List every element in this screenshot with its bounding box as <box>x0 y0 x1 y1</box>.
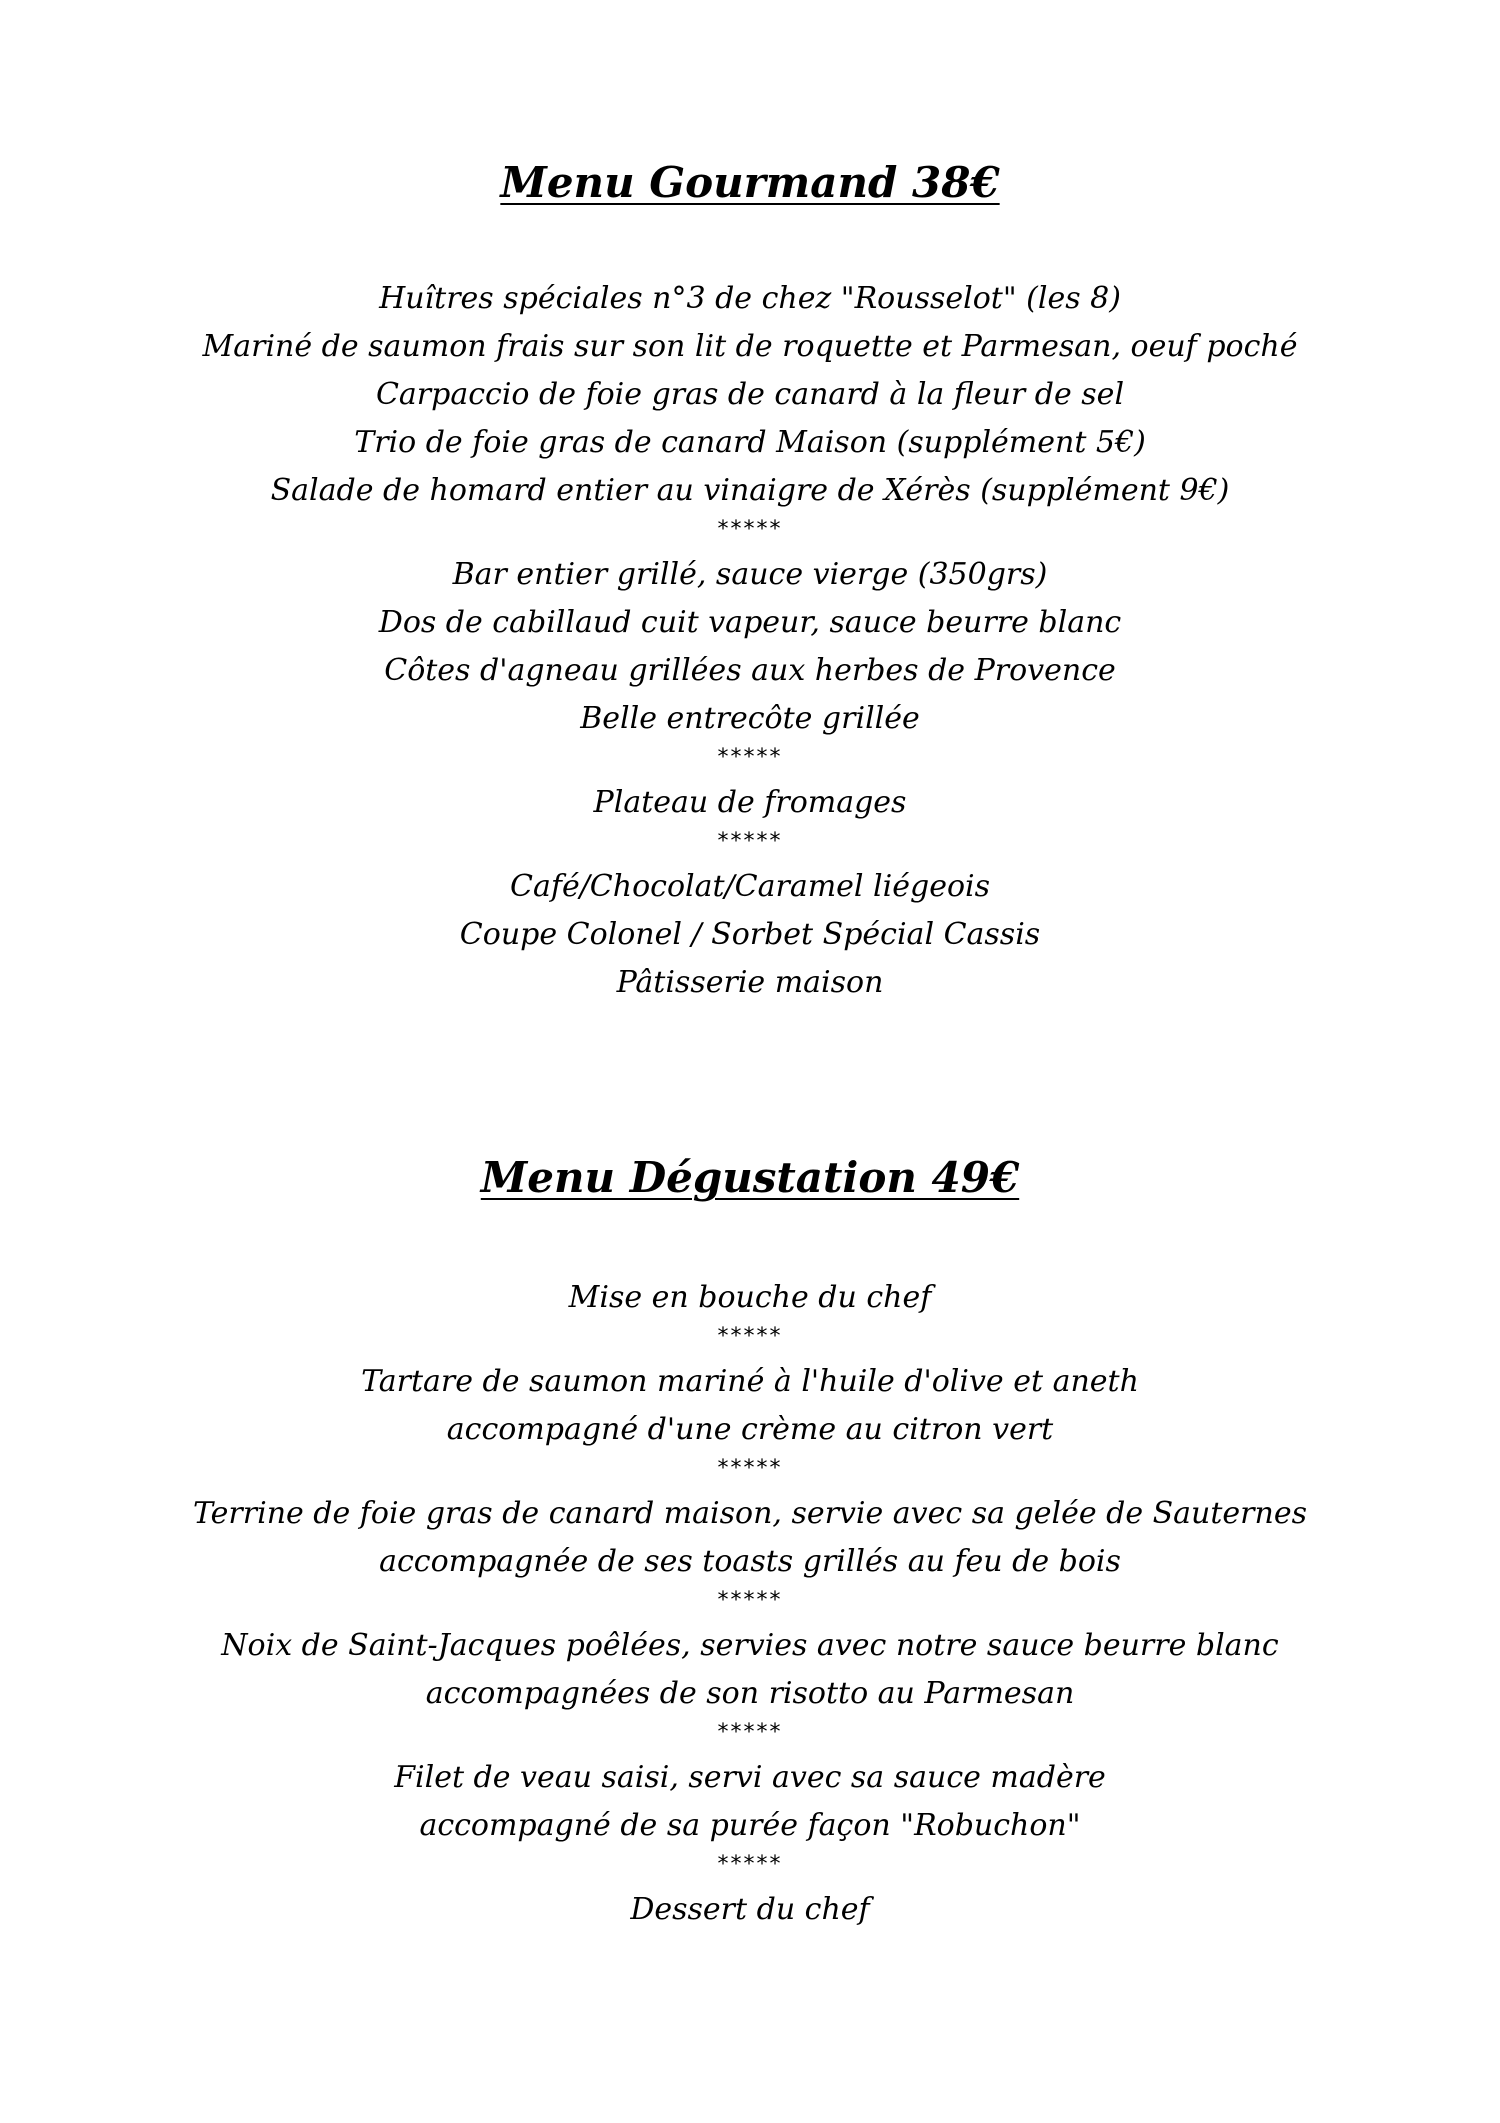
plat-item: Bar entier grillé, sauce vierge (350grs) <box>452 557 1048 592</box>
fromage-item: Plateau de fromages <box>593 785 907 820</box>
entree-item: Mariné de saumon frais sur son lit de roquette et Parmesan, oeuf poché <box>202 329 1298 364</box>
course-separator: ***** <box>717 1720 783 1745</box>
plat-item: Dos de cabillaud cuit vapeur, sauce beurre blanc <box>378 605 1122 640</box>
course-line: accompagné d'une crème au citron vert <box>446 1412 1054 1447</box>
menu-gourmand-items <box>0 275 1500 1007</box>
course-separator: ***** <box>717 829 783 854</box>
course-line: Filet de veau saisi, servi avec sa sauce madère <box>394 1760 1106 1795</box>
course-line: accompagnée de ses toasts grillés au feu de bois <box>379 1544 1121 1579</box>
entree-item: Salade de homard entier au vinaigre de Xérès (supplément 9€) <box>270 473 1230 508</box>
course-line: Tartare de saumon mariné à l'huile d'olive et aneth <box>361 1364 1139 1399</box>
course-line: Mise en bouche du chef <box>568 1280 932 1315</box>
course-separator: ***** <box>717 1324 783 1349</box>
course-separator: ***** <box>717 517 783 542</box>
course-line: Noix de Saint-Jacques poêlées, servies avec notre sauce beurre blanc <box>221 1628 1279 1663</box>
course-line: accompagné de sa purée façon "Robuchon" <box>419 1808 1081 1843</box>
menu-degustation <box>0 1150 1500 1934</box>
menu-gourmand-title: Menu Gourmand 38€ <box>500 158 1000 207</box>
menu-degustation-title: Menu Dégustation 49€ <box>480 1153 1020 1202</box>
entree-item: Huîtres spéciales n°3 de chez "Rousselot" (les 8) <box>379 281 1121 316</box>
plat-item: Côtes d'agneau grillées aux herbes de Provence <box>384 653 1116 688</box>
menu-degustation-items <box>0 1274 1500 1934</box>
dessert-item: Coupe Colonel / Sorbet Spécial Cassis <box>459 917 1041 952</box>
plat-item: Belle entrecôte grillée <box>580 701 920 736</box>
course-line: Dessert du chef <box>630 1892 870 1927</box>
course-line: Terrine de foie gras de canard maison, servie avec sa gelée de Sauternes <box>192 1496 1307 1531</box>
entree-item: Trio de foie gras de canard Maison (supplément 5€) <box>354 425 1146 460</box>
dessert-item: Café/Chocolat/Caramel liégeois <box>510 869 990 904</box>
course-separator: ***** <box>717 745 783 770</box>
menu-gourmand <box>0 155 1500 1007</box>
entree-item: Carpaccio de foie gras de canard à la fleur de sel <box>375 377 1125 412</box>
course-line: accompagnées de son risotto au Parmesan <box>425 1676 1075 1711</box>
course-separator: ***** <box>717 1588 783 1613</box>
dessert-item: Pâtisserie maison <box>616 965 884 1000</box>
course-separator: ***** <box>717 1456 783 1481</box>
course-separator: ***** <box>717 1852 783 1877</box>
